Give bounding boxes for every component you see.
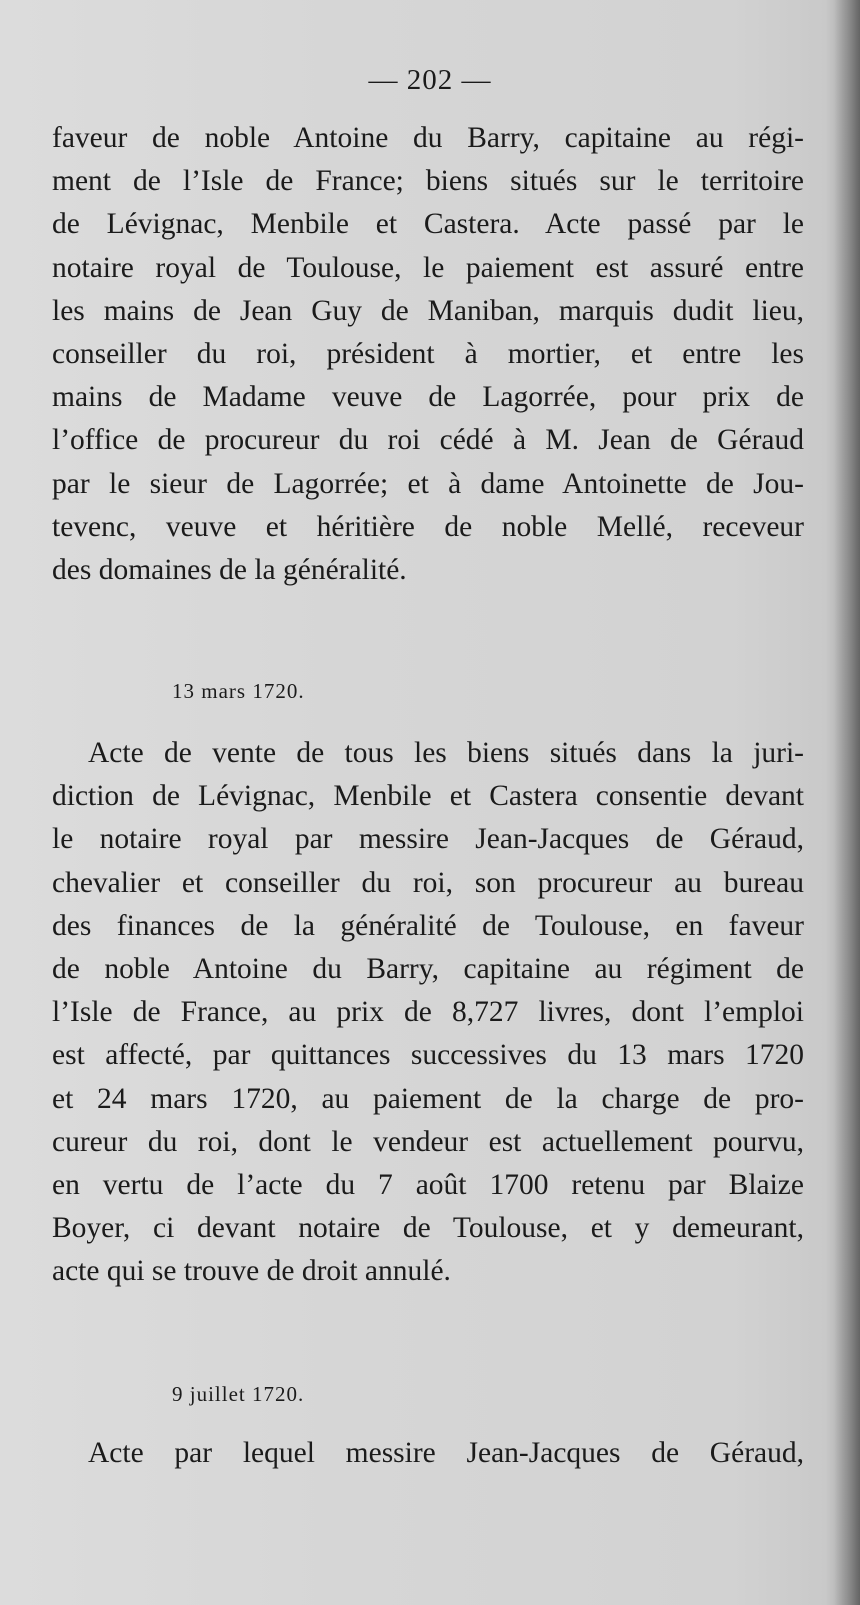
text-line: est affecté, par quittances successives du 13 mars 1720	[52, 1039, 804, 1072]
text-line: cureur du roi, dont le vendeur est actuellement pourvu,	[52, 1125, 804, 1158]
text-line: le notaire royal par messire Jean-Jacques de Géraud,	[52, 823, 804, 856]
text-line: l’office de procureur du roi cédé à M. Jean de Géraud	[52, 424, 804, 457]
text-line: des domaines de la généralité.	[52, 554, 407, 587]
text-line: les mains de Jean Guy de Maniban, marquis dudit lieu,	[52, 294, 804, 327]
text-line: faveur de noble Antoine du Barry, capitaine au régi-	[52, 122, 804, 154]
text-line: Acte par lequel messire Jean-Jacques de Géraud,	[88, 1437, 804, 1469]
text-line: Acte de vente de tous les biens situés dans la juri-	[88, 737, 804, 769]
paragraph-2	[52, 732, 804, 1294]
text-line: acte qui se trouve de droit annulé.	[52, 1255, 451, 1288]
page-number: — 202 —	[368, 64, 492, 96]
paragraph-3	[52, 1432, 804, 1475]
entry-date: 9 juillet 1720.	[172, 1382, 305, 1406]
text-line: diction de Lévignac, Menbile et Castera consentie devant	[52, 780, 804, 813]
text-line: conseiller du roi, président à mortier, et entre les	[52, 338, 804, 371]
text-line: par le sieur de Lagorrée; et à dame Antoinette de Jou-	[52, 467, 804, 500]
text-line: Boyer, ci devant notaire de Toulouse, et y demeurant,	[52, 1212, 804, 1245]
entry-date: 13 mars 1720.	[172, 679, 305, 703]
text-line: et 24 mars 1720, au paiement de la charge de pro-	[52, 1082, 804, 1115]
text-line: chevalier et conseiller du roi, son procureur au bureau	[52, 866, 804, 899]
text-line: en vertu de l’acte du 7 août 1700 retenu par Blaize	[52, 1169, 804, 1202]
text-line: des finances de la généralité de Toulouse, en faveur	[52, 909, 804, 942]
paragraph-1	[52, 117, 804, 592]
text-line: tevenc, veuve et héritière de noble Mellé, receveur	[52, 510, 804, 543]
text-line: de noble Antoine du Barry, capitaine au régiment de	[52, 953, 804, 986]
text-line: de Lévignac, Menbile et Castera. Acte passé par le	[52, 208, 804, 241]
text-line: ment de l’Isle de France; biens situés sur le territoire	[52, 165, 804, 198]
page-edge-shadow	[834, 0, 860, 1605]
text-line: mains de Madame veuve de Lagorrée, pour prix de	[52, 381, 804, 414]
text-line: notaire royal de Toulouse, le paiement est assuré entre	[52, 251, 804, 284]
text-line: l’Isle de France, au prix de 8,727 livres, dont l’emploi	[52, 996, 804, 1029]
